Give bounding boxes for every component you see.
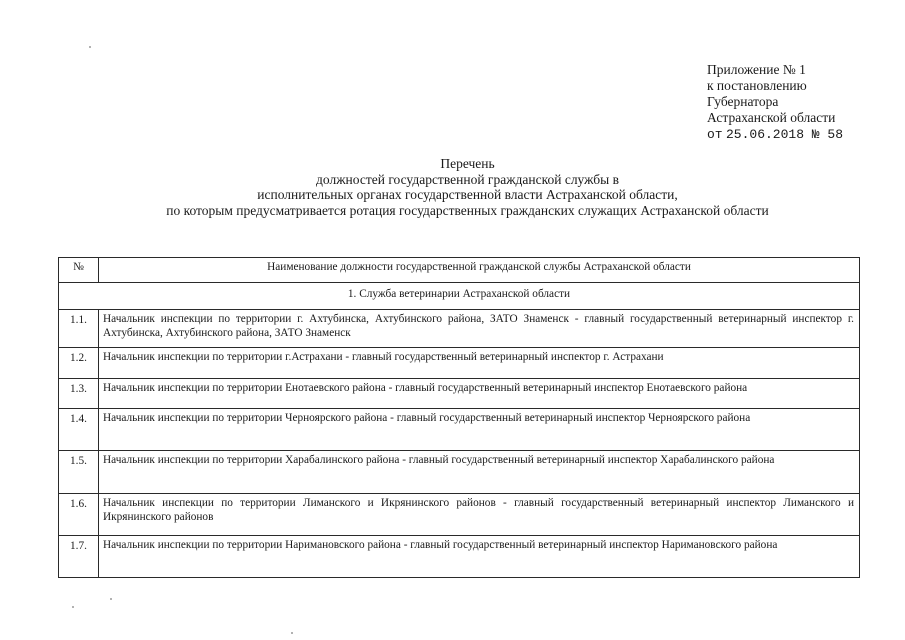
scan-speck [110, 598, 112, 600]
table-row [59, 536, 860, 578]
row-number: 1.3. [59, 379, 99, 409]
row-number: 1.5. [59, 451, 99, 494]
title-line-2: должностей государственной гражданской службы в [316, 171, 619, 187]
table-row [59, 409, 860, 451]
row-text: Начальник инспекции по территории Наримановского района - главный государственный ветеринарный инспектор Наримановского района [99, 536, 860, 578]
row-text: Начальник инспекции по территории г. Ахтубинска, Ахтубинского района, ЗАТО Знаменск - главный государственный ветеринарный инспектор г. Ахтубинска, Ахтубинского района, ЗАТО Знаменск [99, 310, 860, 348]
appendix-date-prefix: от [707, 127, 723, 142]
row-number: 1.4. [59, 409, 99, 451]
appendix-line-4: Астраханской области [707, 110, 836, 125]
row-number: 1.2. [59, 348, 99, 379]
row-number: 1.6. [59, 494, 99, 536]
header-name: Наименование должности государственной гражданской службы Астраханской области [99, 258, 860, 283]
row-number: 1.7. [59, 536, 99, 578]
section-row [59, 283, 860, 310]
appendix-date-value: 25.06.2018 № 58 [725, 127, 844, 142]
title-line-4: по которым предусматривается ротация государственных гражданских служащих Астраханской области [166, 202, 769, 218]
header-number: № [59, 258, 99, 283]
title-line-1: Перечень [440, 156, 495, 171]
positions-table [58, 257, 860, 578]
table-row [59, 348, 860, 379]
table-header-row [59, 258, 860, 283]
appendix-line-2: к постановлению [707, 78, 807, 93]
scan-speck [89, 46, 91, 48]
appendix-block [707, 62, 843, 143]
document-title [60, 156, 875, 218]
table-row [59, 451, 860, 494]
title-line-3: исполнительных органах государственной власти Астраханской области, [257, 187, 678, 202]
row-text: Начальник инспекции по территории г.Астрахани - главный государственный ветеринарный инспектор г. Астрахани [99, 348, 860, 379]
row-text: Начальник инспекции по территории Черноярского района - главный государственный ветеринарный инспектор Черноярского района [99, 409, 860, 451]
scan-speck [291, 632, 293, 634]
appendix-line-1: Приложение № 1 [707, 62, 806, 77]
table-row [59, 310, 860, 348]
table-row [59, 494, 860, 536]
row-text: Начальник инспекции по территории Харабалинского района - главный государственный ветеринарный инспектор Харабалинского района [99, 451, 860, 494]
row-text: Начальник инспекции по территории Енотаевского района - главный государственный ветеринарный инспектор Енотаевского района [99, 379, 860, 409]
appendix-line-3: Губернатора [707, 94, 779, 109]
section-title: 1. Служба ветеринарии Астраханской области [59, 283, 860, 310]
appendix-date-line [707, 126, 843, 143]
table-row [59, 379, 860, 409]
scan-speck [72, 606, 74, 608]
row-number: 1.1. [59, 310, 99, 348]
row-text: Начальник инспекции по территории Лиманского и Икрянинского районов - главный государственный ветеринарный инспектор Лиманского и Икрянинского районов [99, 494, 860, 536]
